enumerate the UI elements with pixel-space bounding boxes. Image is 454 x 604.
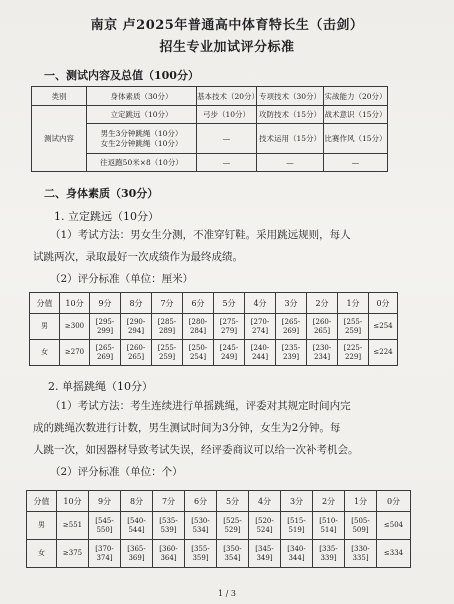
standing-jump-method-line: （1）考试方法：男女生分测，不准穿钉鞋。采用跳远规则，每人 <box>50 229 351 241</box>
content-table-header: 基本技术（20分） <box>197 87 257 106</box>
score-cell: [365-369] <box>121 540 153 568</box>
score-cell: [330-335] <box>345 540 377 568</box>
score-cell: [505-509] <box>345 512 377 540</box>
rope-skipping-table <box>26 490 411 568</box>
document-subtitle: 招生专业加试评分标准 <box>159 40 295 55</box>
score-cell: [535-539] <box>153 512 185 540</box>
score-header: 4分 <box>245 293 276 314</box>
content-table-header: 实战能力（20分） <box>324 87 388 106</box>
score-cell: ≥270 <box>60 340 90 366</box>
score-cell: [335-339] <box>313 540 345 568</box>
score-cell: [540-544] <box>121 512 153 540</box>
document-title: 南京 卢2025年普通高中体育特长生（击剑） <box>90 18 364 33</box>
score-header: 分值 <box>30 293 60 314</box>
score-cell: [515-519] <box>281 512 313 540</box>
standing-jump-method-line: 试跳两次，录取最好一次成绩作为最终成绩。 <box>33 251 243 263</box>
score-cell: ≥551 <box>57 512 89 540</box>
score-cell: [275-279] <box>214 314 245 340</box>
score-header: 7分 <box>152 293 183 314</box>
basic-item: — <box>197 124 257 154</box>
score-cell: [285-289] <box>152 314 183 340</box>
rope-skipping-method-line: （1）考试方法：考生连续进行单摇跳绳，评委对其规定时间内完 <box>50 400 351 412</box>
score-cell: [295-299] <box>90 314 121 340</box>
rope-skipping-standard-label: （2）评分标准（单位：个） <box>50 466 183 478</box>
physical-item: 立定跳远（10分） <box>87 106 197 124</box>
section1-heading: 一、测试内容及总值（100分） <box>44 69 199 82</box>
score-header: 1分 <box>338 293 369 314</box>
section2-heading: 二、身体素质（30分） <box>44 187 159 200</box>
score-cell: ≥375 <box>57 540 89 568</box>
gender-cell: 女 <box>30 340 60 366</box>
score-cell: [530-534] <box>185 512 217 540</box>
score-header: 10分 <box>57 491 89 512</box>
gender-cell: 女 <box>27 540 57 568</box>
score-header: 2分 <box>313 491 345 512</box>
score-cell: [235-239] <box>276 340 307 366</box>
score-header: 4分 <box>249 491 281 512</box>
special-item: 技术运用（15分） <box>257 124 324 154</box>
score-header: 7分 <box>153 491 185 512</box>
score-cell: [265-269] <box>90 340 121 366</box>
score-cell: [290-294] <box>121 314 152 340</box>
score-header: 8分 <box>121 491 153 512</box>
gender-cell: 男 <box>30 314 60 340</box>
physical-item: 往返跑50米×8（10分） <box>87 154 197 172</box>
rope-skipping-heading: 2. 单摇跳绳（10分） <box>48 380 153 393</box>
score-cell: [255-259] <box>338 314 369 340</box>
score-cell: [260-265] <box>121 340 152 366</box>
score-header: 1分 <box>345 491 377 512</box>
content-category-cell: 测试内容 <box>32 106 87 172</box>
standing-jump-standard-label: （2）评分标准（单位：厘米） <box>50 273 194 285</box>
score-cell: [260-265] <box>307 314 338 340</box>
score-cell: [240-244] <box>245 340 276 366</box>
score-cell: [525-529] <box>217 512 249 540</box>
score-cell: ≤334 <box>377 540 411 568</box>
score-cell: [245-249] <box>214 340 245 366</box>
content-table <box>31 86 388 172</box>
score-cell: ≥300 <box>60 314 90 340</box>
score-header: 0分 <box>369 293 398 314</box>
score-cell: ≤254 <box>369 314 398 340</box>
score-cell: ≤504 <box>377 512 411 540</box>
special-item: 攻防技术（15分） <box>257 106 324 124</box>
score-header: 分值 <box>27 491 57 512</box>
basic-item: — <box>197 154 257 172</box>
score-cell: [370-374] <box>89 540 121 568</box>
score-cell: [225-229] <box>338 340 369 366</box>
content-table-header: 身体素质（30分） <box>87 87 197 106</box>
score-header: 6分 <box>183 293 214 314</box>
standing-jump-heading: 1. 立定跳远（10分） <box>54 210 159 223</box>
score-header: 5分 <box>214 293 245 314</box>
score-cell: [270-274] <box>245 314 276 340</box>
content-table-header: 类别 <box>32 87 87 106</box>
rope-skipping-method-line: 成的跳绳次数进行计数，男生测试时间为3分钟，女生为2分钟。每 <box>33 422 341 434</box>
score-cell: [230-234] <box>307 340 338 366</box>
score-header: 5分 <box>217 491 249 512</box>
score-header: 2分 <box>307 293 338 314</box>
score-cell: [340-344] <box>281 540 313 568</box>
score-cell: [250-254] <box>183 340 214 366</box>
score-header: 8分 <box>121 293 152 314</box>
score-cell: [510-514] <box>313 512 345 540</box>
score-cell: [280-284] <box>183 314 214 340</box>
combat-item: 战术意识（15分） <box>324 106 388 124</box>
score-header: 3分 <box>276 293 307 314</box>
score-cell: [345-349] <box>249 540 281 568</box>
score-header: 9分 <box>89 491 121 512</box>
score-cell: [545-550] <box>89 512 121 540</box>
score-cell: [255-259] <box>152 340 183 366</box>
score-cell: [350-354] <box>217 540 249 568</box>
score-header: 6分 <box>185 491 217 512</box>
score-cell: [265-269] <box>276 314 307 340</box>
score-cell: ≤224 <box>369 340 398 366</box>
special-item: — <box>257 154 324 172</box>
combat-item: — <box>324 154 388 172</box>
combat-item: 比赛作风（15分） <box>324 124 388 154</box>
score-header: 0分 <box>377 491 411 512</box>
score-header: 9分 <box>90 293 121 314</box>
physical-item: 男生3分钟跳绳（10分） 女生2分钟跳绳（10分） <box>87 124 197 154</box>
score-header: 3分 <box>281 491 313 512</box>
rope-skipping-method-line: 人跳一次，如因器材导致考试失误，经评委商议可以给一次补考机会。 <box>33 444 359 456</box>
score-header: 10分 <box>60 293 90 314</box>
score-cell: [355-359] <box>185 540 217 568</box>
score-cell: [360-364] <box>153 540 185 568</box>
gender-cell: 男 <box>27 512 57 540</box>
content-table-header: 专项技术（30分） <box>257 87 324 106</box>
basic-item: 弓步（10分） <box>197 106 257 124</box>
page-number: 1 / 3 <box>218 589 236 598</box>
standing-jump-table <box>29 292 398 366</box>
score-cell: [520-524] <box>249 512 281 540</box>
